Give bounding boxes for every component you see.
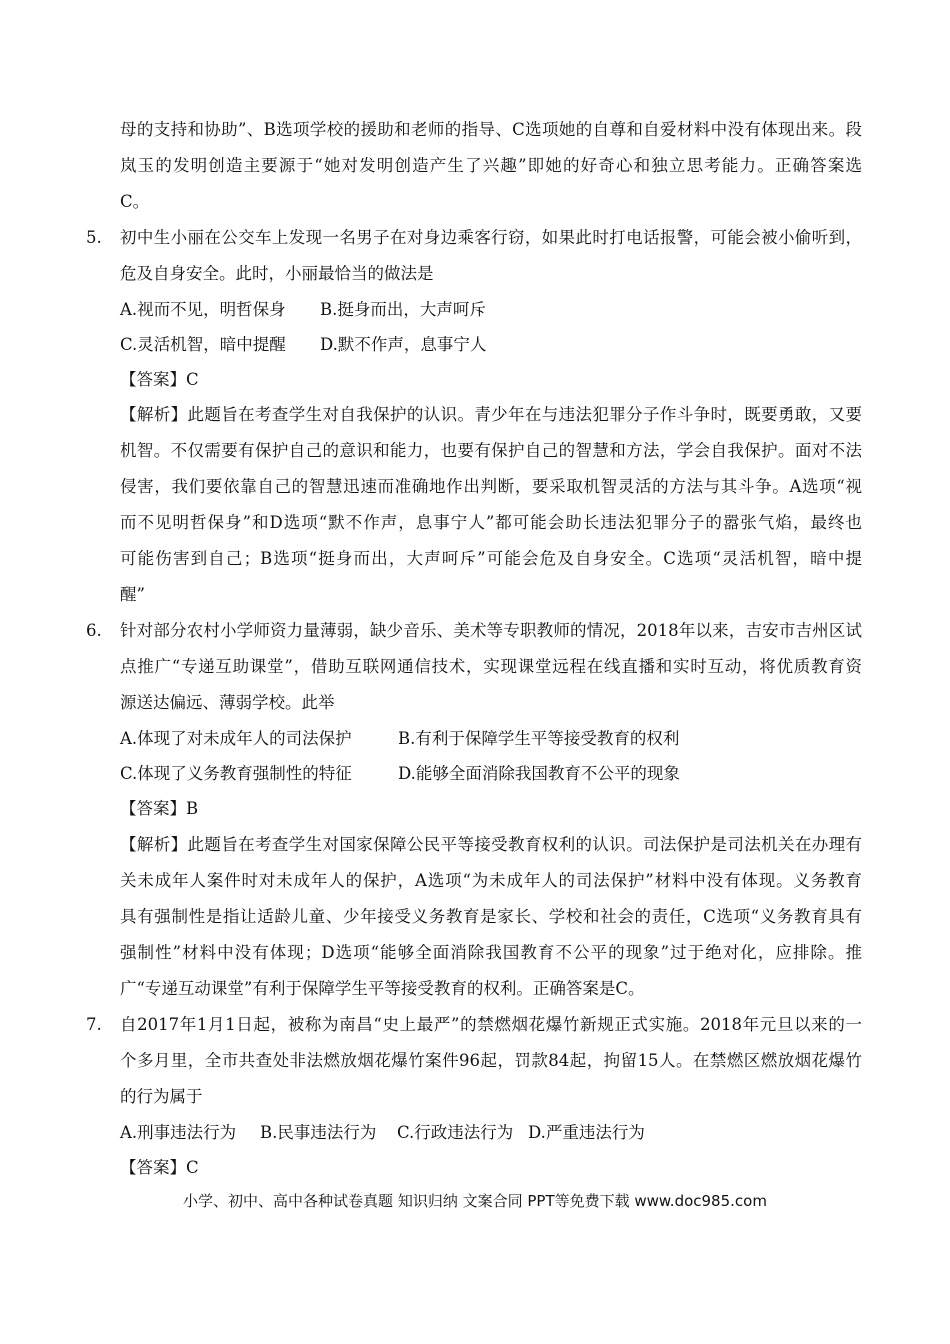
question-5-analysis-line-2: 机智。不仅需要有保护自己的意识和能力，也要有保护自己的智慧和方法，学会自我保护。面对不法 [120, 441, 862, 460]
intro-line-2: 岚玉的发明创造主要源于“她对发明创造产生了兴趣”即她的好奇心和独立思考能力。正确答案选 [120, 156, 862, 175]
question-6-analysis-line-4: 强制性”材料中没有体现；D选项“能够全面消除我国教育不公平的现象”过于绝对化，应排除。推 [120, 943, 862, 962]
question-7-answer: 【答案】C [120, 1158, 199, 1177]
question-7-option-d: D.严重违法行为 [528, 1123, 645, 1142]
question-5-analysis-line-4: 而不见明哲保身”和D选项“默不作声，息事宁人”都可能会助长违法犯罪分子的嚣张气焰，最终也 [120, 513, 862, 532]
question-7-stem-line-1: 自2017年1月1日起，被称为南昌“史上最严”的禁燃烟花爆竹新规正式实施。2018年元旦以来的一 [120, 1015, 862, 1034]
question-5-option-b: B.挺身而出，大声呵斥 [320, 300, 486, 319]
question-5-analysis-line-3: 侵害，我们要依靠自己的智慧迅速而准确地作出判断，要采取机智灵活的方法与其斗争。A选项“视 [120, 477, 862, 496]
question-6-stem-line-1: 针对部分农村小学师资力量薄弱，缺少音乐、美术等专职教师的情况，2018年以来，吉安市吉州区试 [120, 621, 862, 640]
question-5-analysis-line-6: 醒” [120, 585, 145, 604]
question-7-number: 7. [86, 1015, 102, 1034]
intro-line-3: C。 [120, 192, 150, 211]
question-6-option-b: B.有利于保障学生平等接受教育的权利 [398, 729, 680, 748]
question-6-stem-line-2: 点推广“专递互助课堂”，借助互联网通信技术，实现课堂远程在线直播和实时互动，将优质教育资 [120, 657, 862, 676]
question-6-option-a: A.体现了对未成年人的司法保护 [120, 729, 352, 748]
question-5-answer: 【答案】C [120, 370, 199, 389]
question-7-option-a: A.刑事违法行为 [120, 1123, 237, 1142]
question-7-option-c: C.行政违法行为 [397, 1123, 514, 1142]
question-6-option-c: C.体现了义务教育强制性的特征 [120, 764, 352, 783]
question-7-option-b: B.民事违法行为 [260, 1123, 377, 1142]
intro-line-1: 母的支持和协助”、B选项学校的援助和老师的指导、C选项她的自尊和自爱材料中没有体现出来。段 [120, 120, 862, 139]
question-5-number: 5. [86, 228, 102, 247]
question-6-analysis-line-3: 具有强制性是指让适龄儿童、少年接受义务教育是家长、学校和社会的责任，C选项“义务教育具有 [120, 907, 862, 926]
question-7-stem-line-2: 个多月里，全市共查处非法燃放烟花爆竹案件96起，罚款84起，拘留15人。在禁燃区燃放烟花爆竹 [120, 1051, 862, 1070]
question-5-analysis-line-5: 可能伤害到自己；B选项“挺身而出，大声呵斥”可能会危及自身安全。C选项“灵活机智，暗中提 [120, 549, 862, 568]
page-footer[interactable]: 小学、初中、高中各种试卷真题 知识归纳 文案合同 PPT等免费下载 www.doc985.com [183, 1192, 767, 1210]
question-5-option-a: A.视而不见，明哲保身 [120, 300, 286, 319]
question-5-option-c: C.灵活机智，暗中提醒 [120, 335, 286, 354]
question-6-option-d: D.能够全面消除我国教育不公平的现象 [398, 764, 680, 783]
question-5-analysis-line-1: 【解析】此题旨在考查学生对自我保护的认识。青少年在与违法犯罪分子作斗争时，既要勇敢，又要 [120, 405, 862, 424]
question-6-number: 6. [86, 621, 102, 640]
question-5-stem-line-1: 初中生小丽在公交车上发现一名男子在对身边乘客行窃，如果此时打电话报警，可能会被小偷听到， [120, 228, 862, 247]
question-6-analysis-line-5: 广“专递互动课堂”有利于保障学生平等接受教育的权利。正确答案是C。 [120, 979, 645, 998]
question-7-stem-line-3: 的行为属于 [120, 1087, 203, 1106]
question-6-analysis-line-1: 【解析】此题旨在考查学生对国家保障公民平等接受教育权利的认识。司法保护是司法机关在办理有 [120, 835, 862, 854]
question-6-stem-line-3: 源送达偏远、薄弱学校。此举 [120, 693, 335, 712]
question-6-analysis-line-2: 关未成年人案件时对未成年人的保护，A选项“为未成年人的司法保护”材料中没有体现。义务教育 [120, 871, 862, 890]
question-5-stem-line-2: 危及自身安全。此时，小丽最恰当的做法是 [120, 264, 434, 283]
question-5-option-d: D.默不作声，息事宁人 [320, 335, 487, 354]
question-6-answer: 【答案】B [120, 799, 199, 818]
